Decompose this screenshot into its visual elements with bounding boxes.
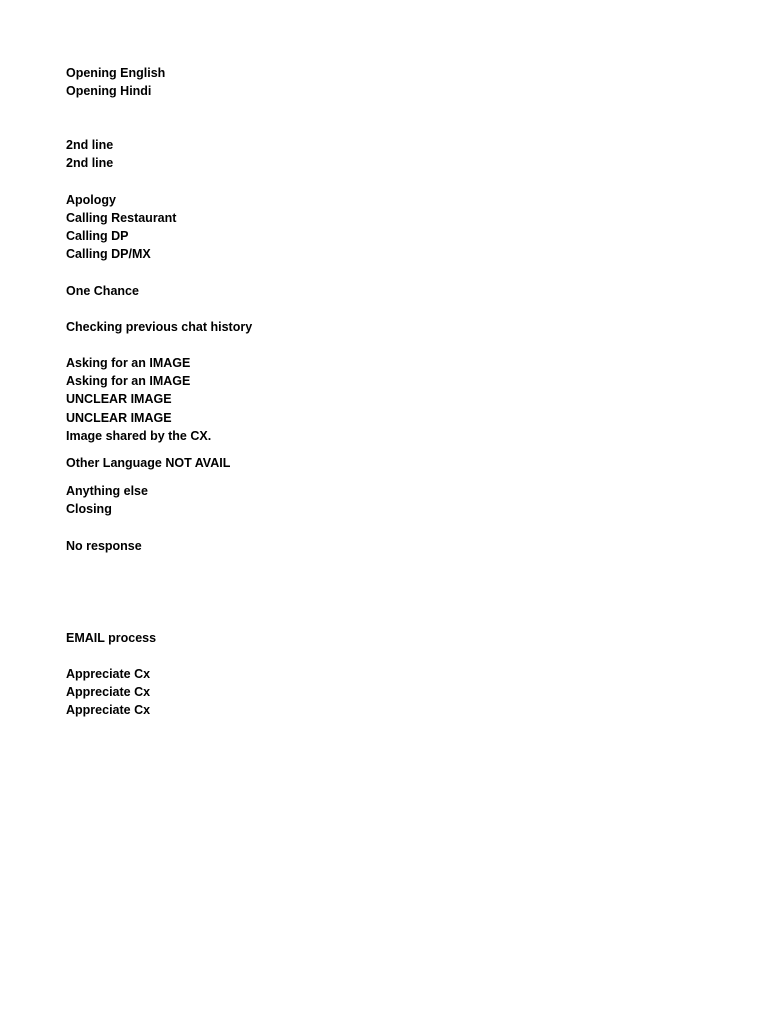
text-line-email-process: EMAIL process xyxy=(66,631,157,645)
text-line-second-line-1: 2nd line xyxy=(66,138,114,152)
text-line-anything-else: Anything else xyxy=(66,484,148,498)
text-line-unclear-image-1: UNCLEAR IMAGE xyxy=(66,392,172,406)
text-line-appreciate-cx-2: Appreciate Cx xyxy=(66,685,151,699)
text-line-second-line-2: 2nd line xyxy=(66,156,114,170)
text-line-opening-hindi: Opening Hindi xyxy=(66,84,152,98)
text-line-asking-image-2: Asking for an IMAGE xyxy=(66,374,191,388)
text-line-opening-english: Opening English xyxy=(66,66,166,80)
text-line-closing: Closing xyxy=(66,502,112,516)
text-line-unclear-image-2: UNCLEAR IMAGE xyxy=(66,411,172,425)
text-line-calling-dp: Calling DP xyxy=(66,229,129,243)
text-line-no-response: No response xyxy=(66,539,142,553)
text-line-appreciate-cx-3: Appreciate Cx xyxy=(66,703,151,717)
text-line-one-chance: One Chance xyxy=(66,284,139,298)
text-line-image-shared: Image shared by the CX. xyxy=(66,429,212,443)
text-line-apology: Apology xyxy=(66,193,116,207)
text-line-chat-history: Checking previous chat history xyxy=(66,320,253,334)
text-line-calling-dp-mx: Calling DP/MX xyxy=(66,247,151,261)
text-line-asking-image-1: Asking for an IMAGE xyxy=(66,356,191,370)
text-line-calling-restaurant: Calling Restaurant xyxy=(66,211,177,225)
text-line-appreciate-cx-1: Appreciate Cx xyxy=(66,667,151,681)
text-line-other-language: Other Language NOT AVAIL xyxy=(66,456,231,470)
